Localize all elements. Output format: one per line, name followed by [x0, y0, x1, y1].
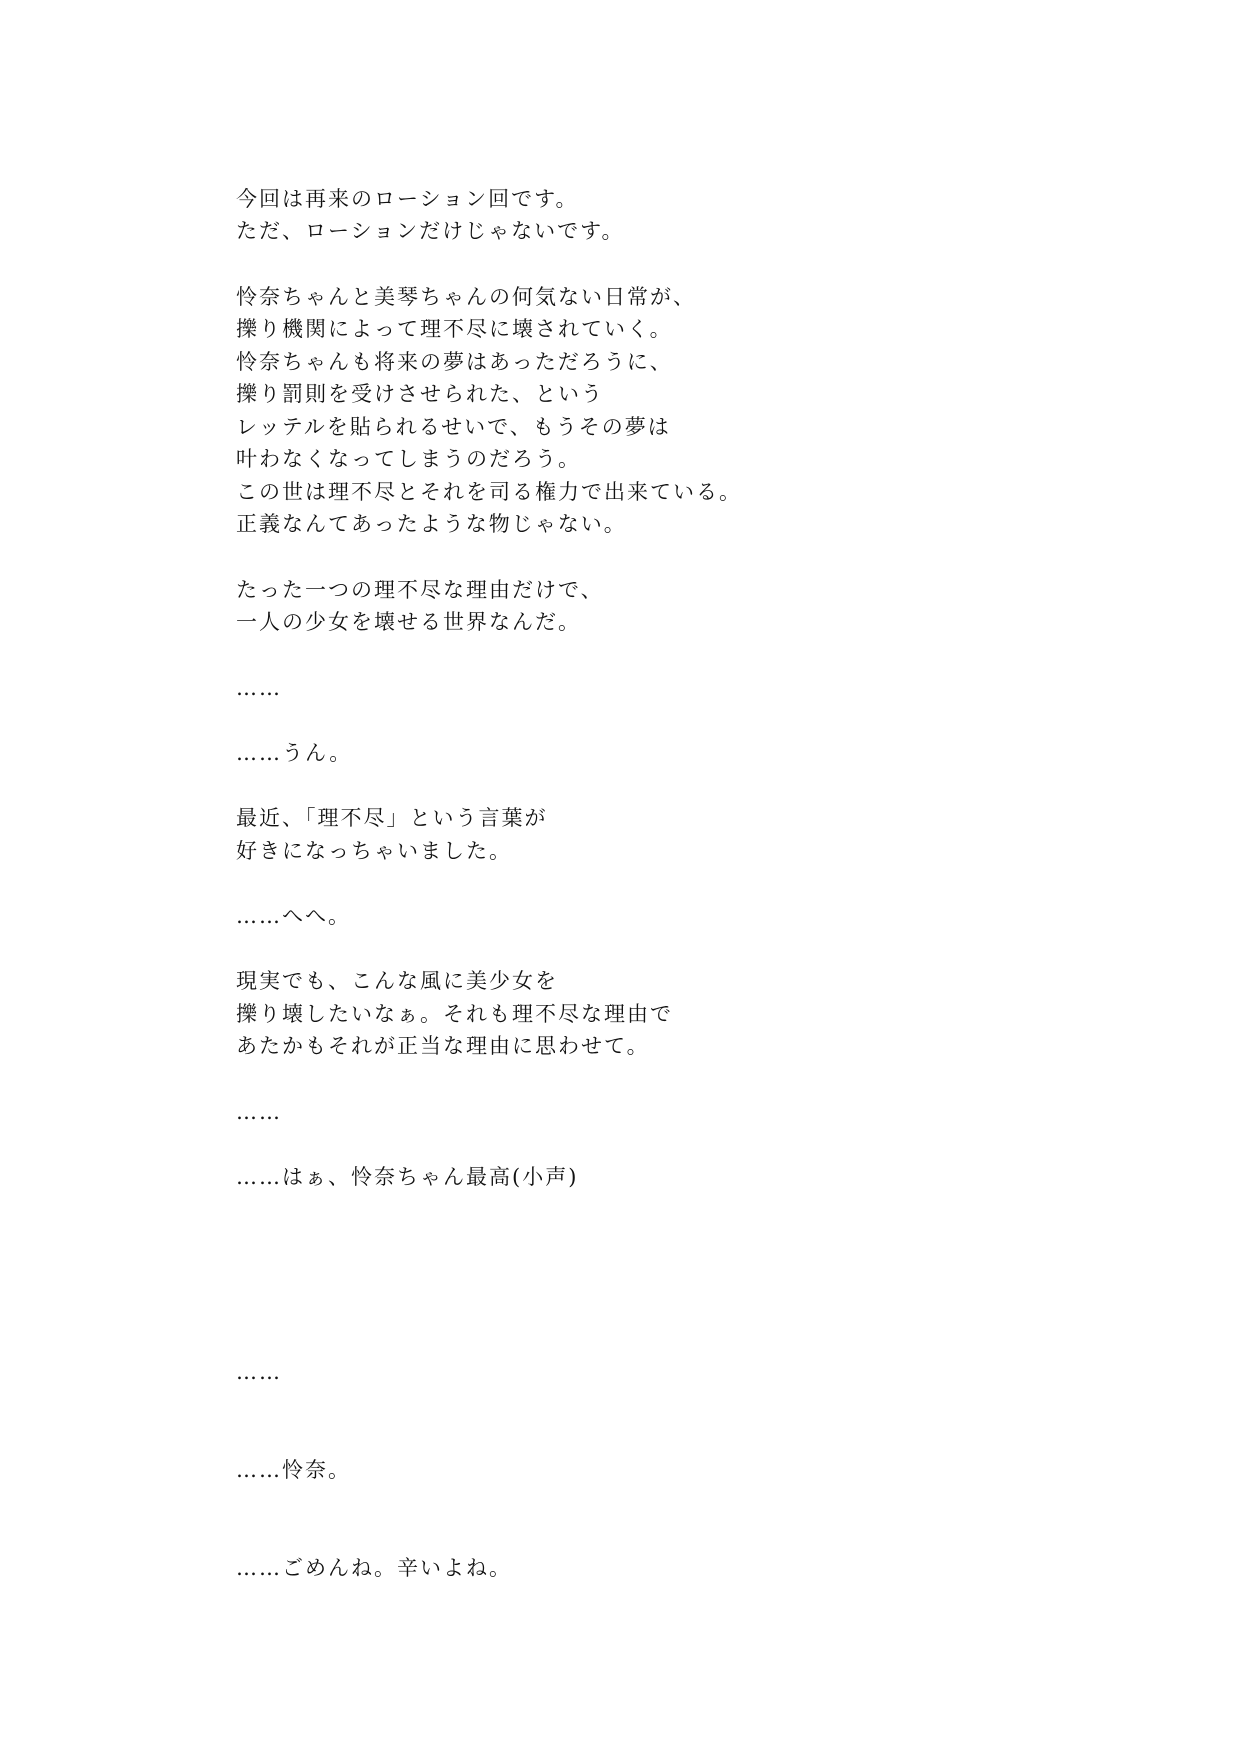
- text-line: たった一つの理不尽な理由だけで、: [236, 578, 604, 602]
- text-line: 最近、「理不尽」という言葉が: [236, 806, 548, 830]
- text-line: この世は理不尽とそれを司る権力で出来ている。: [236, 480, 742, 504]
- text-line: あたかもそれが正当な理由に思わせて。: [236, 1034, 650, 1058]
- text-line: 現実でも、こんな風に美少女を: [236, 969, 558, 993]
- text-line: ……ごめんね。辛いよね。: [236, 1556, 512, 1580]
- text-line: ……: [236, 1100, 282, 1124]
- text-line: 擽り壊したいなぁ。それも理不尽な理由で: [236, 1002, 673, 1026]
- text-line: 正義なんてあったような物じゃない。: [236, 512, 627, 536]
- text-line: 擽り機関によって理不尽に壊されていく。: [236, 317, 673, 341]
- text-line: ……はぁ、怜奈ちゃん最高(小声): [236, 1165, 579, 1189]
- text-line: 好きになっちゃいました。: [236, 839, 512, 863]
- text-line: 今回は再来のローション回です。: [236, 187, 579, 211]
- text-line: 怜奈ちゃんも将来の夢はあっただろうに、: [236, 350, 673, 374]
- text-line: 怜奈ちゃんと美琴ちゃんの何気ない日常が、: [236, 285, 696, 309]
- text-line: 一人の少女を壊せる世界なんだ。: [236, 610, 581, 634]
- text-line: ……: [236, 1360, 282, 1384]
- text-line: レッテルを貼られるせいで、もうその夢は: [236, 415, 671, 439]
- text-line: 叶わなくなってしまうのだろう。: [236, 447, 581, 471]
- text-line: 擽り罰則を受けさせられた、という: [236, 382, 604, 406]
- text-line: ……うん。: [236, 741, 353, 765]
- text-line: ……怜奈。: [236, 1458, 351, 1482]
- text-line: ……: [236, 676, 282, 700]
- text-line: ……へへ。: [236, 904, 351, 928]
- text-line: ただ、ローションだけじゃないです。: [236, 219, 625, 243]
